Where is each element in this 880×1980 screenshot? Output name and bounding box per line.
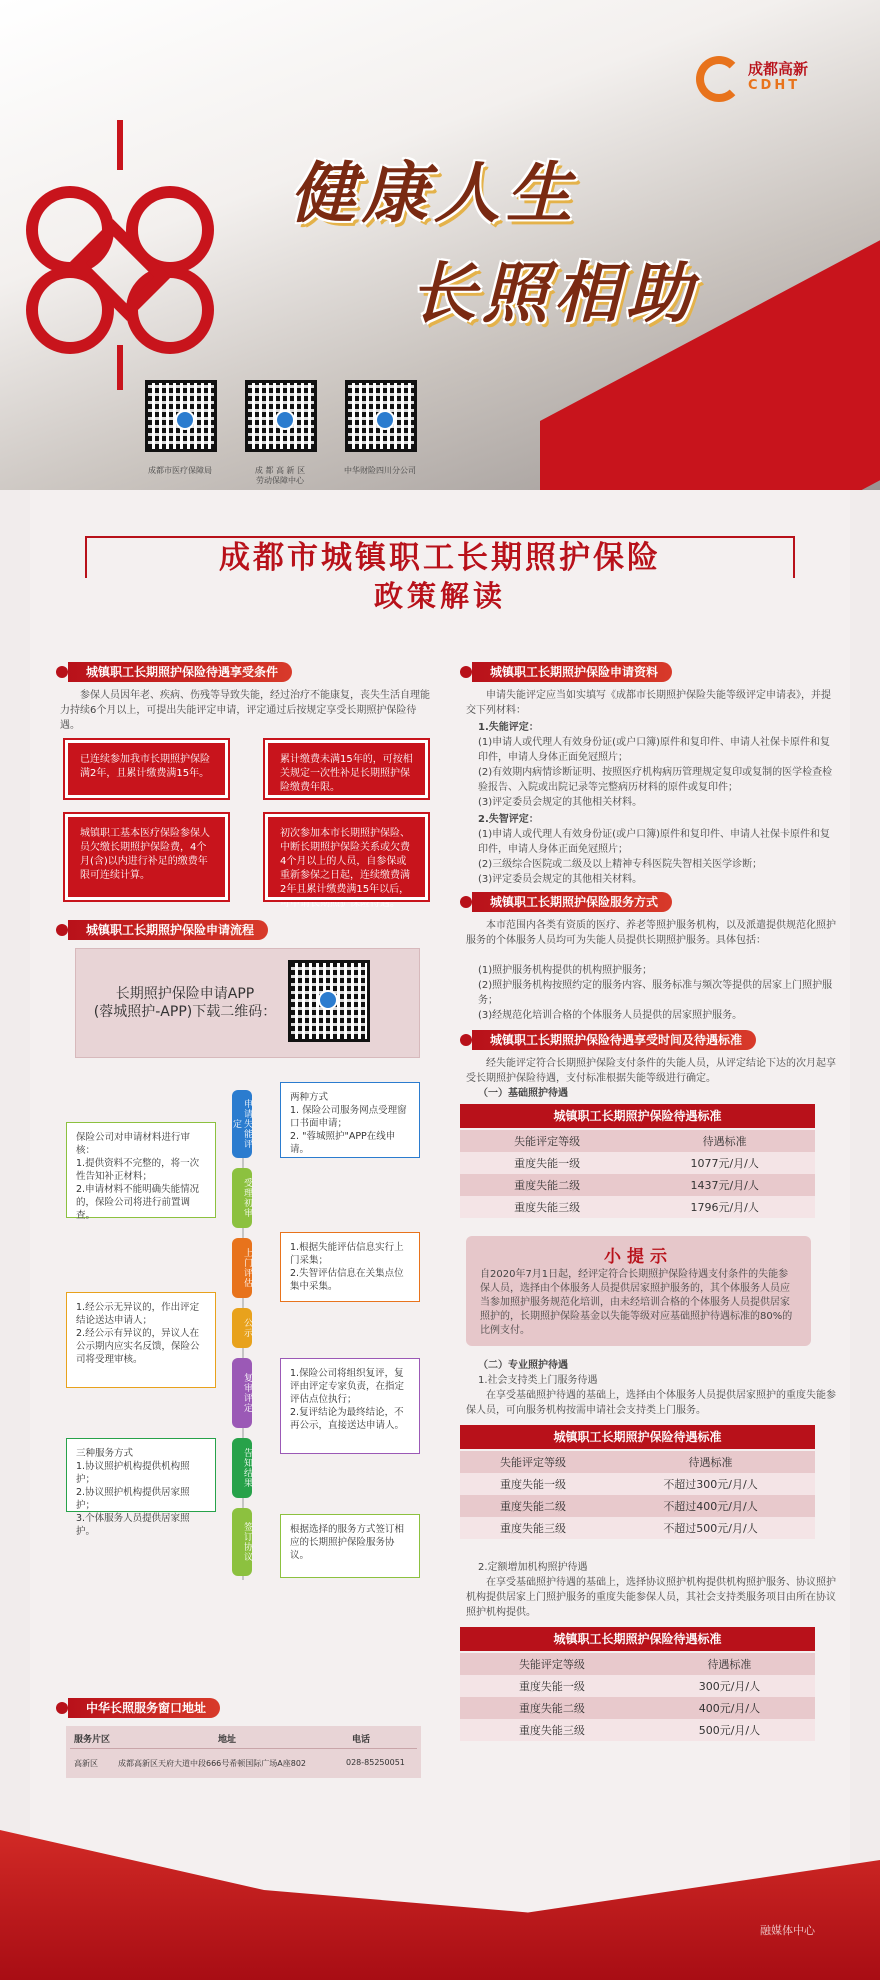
flow-step: 上门评估: [232, 1238, 252, 1298]
slogan-line1: 健康人生: [290, 154, 578, 232]
materials-sub2-title: 2.失智评定：: [478, 814, 539, 825]
table-cell: 1077元/月/人: [634, 1152, 815, 1174]
table-cell: 重度失能一级: [460, 1152, 634, 1174]
table-cell: 300元/月/人: [644, 1675, 815, 1697]
contact-col-address: 地址: [218, 1735, 237, 1745]
flow-box-agreement: 根据选择的服务方式签订相应的长期照护保险服务协议。: [280, 1514, 420, 1578]
qr-code-labor-center[interactable]: [245, 380, 317, 452]
table-header: 待遇标准: [644, 1653, 815, 1675]
page-title: 成都市城镇职工长期照护保险: [219, 540, 661, 576]
table-header: 待遇标准: [634, 1130, 815, 1152]
materials-sub1-item: (1)申请人或代理人有效身份证(或户口簿)原件和复印件、申请人社保卡原件和复印件，申请人身体正面免冠照片；: [478, 737, 830, 763]
hero-banner: [0, 0, 880, 490]
table-cell: 400元/月/人: [644, 1697, 815, 1719]
table-header: 失能评定等级: [460, 1653, 644, 1675]
contact-col-phone: 电话: [352, 1735, 371, 1745]
qr-code-medical-bureau[interactable]: [145, 380, 217, 452]
benefit-table-institution: [460, 1653, 815, 1741]
contact-area: 高新区: [74, 1759, 98, 1768]
table-header: 失能评定等级: [460, 1130, 634, 1152]
qr-code-row: [145, 380, 445, 485]
eligibility-intro: 参保人员因年老、疾病、伤残等导致失能，经过治疗不能康复，丧失生活自理能力持续6个月以上，可提出失能评定申请，评定通过后按规定享受长期照护保险待遇。: [60, 690, 430, 731]
section-heading-service-methods: 城镇职工长期照护保险服务方式: [472, 892, 672, 912]
table2-title: 城镇职工长期照护保险待遇标准: [460, 1425, 815, 1449]
benefit-table-social: [460, 1451, 815, 1539]
qr-caption: 中华财险四川分公司: [344, 466, 416, 475]
section-heading-service-window: 中华长照服务窗口地址: [68, 1698, 220, 1718]
policy-poster: [30, 490, 850, 1970]
flow-step: 受理初审: [232, 1168, 252, 1228]
table-header: 待遇标准: [606, 1451, 815, 1473]
flow-box-publicity: 1.经公示无异议的，作出评定结论送达申请人； 2.经公示有异议的，异议人在公示期内应实名反馈，保险公司将受理审核。: [66, 1292, 216, 1388]
materials-sub2-item: (2)三级综合医院或二级及以上精神专科医院失智相关医学诊断；: [478, 859, 763, 870]
page-subtitle: 政策解读: [373, 579, 506, 613]
table1-title: 城镇职工长期照护保险待遇标准: [460, 1104, 815, 1128]
flow-step: 申请失能评定: [232, 1090, 252, 1158]
table-cell: 重度失能三级: [460, 1719, 644, 1741]
table-cell: 1437元/月/人: [634, 1174, 815, 1196]
contact-address: 成都高新区天府大道中段666号希顿国际广场A座802: [118, 1759, 307, 1768]
eligibility-box: 已连续参加我市长期照护保险满2年，且累计缴费满15年。: [65, 740, 228, 798]
table-header: 失能评定等级: [460, 1451, 606, 1473]
benefits-intro: 经失能评定符合长期照护保险支付条件的失能人员，从评定结论下达的次月起享受长期照护保险待遇，支付标准根据失能等级进行确定。: [466, 1058, 836, 1084]
tips-body: 自2020年7月1日起，经评定符合长期照护保险待遇支付条件的失能参保人员，选择由个体服务人员提供居家照护服务的，其个体服务人员应当参加照护服务规范化培训，由未经培训合格的个体服务人员提供居家照护的，长期照护保险基金以失能等级对应基础照护待遇标准的80%的比例支付。: [480, 1269, 793, 1336]
section-heading-benefits: 城镇职工长期照护保险待遇享受时间及待遇标准: [472, 1030, 756, 1050]
table-cell: 重度失能三级: [460, 1196, 634, 1218]
table-cell: 不超过500元/月/人: [606, 1517, 815, 1539]
service-method-item: (2)照护服务机构按照约定的服务内容、服务标准与频次等提供的居家上门照护服务；: [478, 980, 833, 1006]
table-cell: 重度失能三级: [460, 1517, 606, 1539]
table-cell: 500元/月/人: [644, 1719, 815, 1741]
eligibility-box: 初次参加本市长期照护保险、中断长期照护保险关系或欠费4个月以上的人员，自参保或重新参保之日起，连续缴费满2年且累计缴费满15年以后，可申请长期照护保险待遇。: [265, 814, 428, 900]
eligibility-box: 城镇职工基本医疗保险参保人员欠缴长期照护保险费，4个月(含)以内进行补足的缴费年限可连续计算。: [65, 814, 228, 900]
benefit-table-basic: [460, 1130, 815, 1218]
table-cell: 重度失能二级: [460, 1495, 606, 1517]
flow-box-apply: 两种方式 1. 保险公司服务网点受理窗口书面申请； 2. "蓉城照护"APP在线申请。: [280, 1082, 420, 1158]
table-cell: 1796元/月/人: [634, 1196, 815, 1218]
flow-box-service-modes: 三种服务方式 1.协议照护机构提供机构照护； 2.协议照护机构提供居家照护； 3.个体服务人员提供居家照护。: [66, 1438, 216, 1512]
logo-abbr: CDHT: [748, 78, 801, 93]
materials-sub2-item: (3)评定委员会规定的其他相关材料。: [478, 874, 643, 885]
app-download-text: 长期照护保险申请APP (蓉城照护-APP)下载二维码：: [93, 986, 277, 1020]
contact-phone[interactable]: 028-85250051: [346, 1758, 405, 1767]
table-cell: 重度失能一级: [460, 1473, 606, 1495]
flow-box-review: 保险公司对申请材料进行审核： 1.提供资料不完整的，将一次性告知补正材料； 2.申请材料不能明确失能情况的，保险公司将进行前置调查。: [66, 1122, 216, 1218]
materials-sub1-item: (2)有效期内病情诊断证明、按照医疗机构病历管理规定复印或复制的医学检查检验报告、入院或出院记录等完整病历材料的原件或复印件；: [478, 767, 833, 793]
qr-caption: 成都市医疗保障局: [148, 466, 212, 475]
table3-title: 城镇职工长期照护保险待遇标准: [460, 1627, 815, 1651]
flow-step: 签订协议: [232, 1508, 252, 1576]
table-cell: 不超过400元/月/人: [606, 1495, 815, 1517]
service-method-item: (3)经规范化培训合格的个体服务人员提供的居家照护服务。: [478, 1010, 743, 1021]
service-methods-text: 本市范围内各类有资质的医疗、养老等照护服务机构，以及派遣提供规范化照护服务的个体服务人员均可为失能人员提供长期照护服务。具体包括：: [466, 920, 836, 946]
benefits-part3-sub: 2.定额增加机构照护待遇: [478, 1562, 588, 1573]
materials-intro: 申请失能评定应当如实填写《成都市长期照护保险失能等级评定申请表》，并提交下列材料：: [466, 690, 831, 716]
flow-step: 复审评定: [232, 1358, 252, 1428]
service-method-item: (1)照护服务机构提供的机构照护服务；: [478, 965, 653, 976]
materials-sub2-item: (1)申请人或代理人有效身份证(或户口簿)原件和复印件、申请人社保卡原件和复印件，申请人身体正面免冠照片；: [478, 829, 830, 855]
section-heading-process: 城镇职工长期照护保险申请流程: [68, 920, 268, 940]
contact-col-area: 服务片区: [74, 1735, 111, 1745]
materials-sub1-title: 1.失能评定：: [478, 722, 539, 733]
benefits-part2-text: 在享受基础照护待遇的基础上，选择由个体服务人员提供居家照护的重度失能参保人员，可向服务机构按需申请社会支持类上门服务。: [466, 1390, 836, 1416]
benefits-part1: （一）基础照护待遇: [478, 1088, 568, 1099]
tips-title: 小提示: [604, 1247, 673, 1267]
tips-box: [466, 1236, 811, 1346]
table-cell: 重度失能二级: [460, 1174, 634, 1196]
chinese-knot-icon: [0, 120, 240, 390]
flow-box-assess: 1.根据失能评估信息实行上门采集； 2.失智评估信息在关集点位集中采集。: [280, 1232, 420, 1302]
benefits-part3-text: 在享受基础照护待遇的基础上，选择协议照护机构提供机构照护服务、协议照护机构提供居家上门照护服务的重度失能参保人员，其社会支持类服务项目由所在协议照护机构提供。: [466, 1577, 836, 1618]
table-cell: 重度失能二级: [460, 1697, 644, 1719]
section-heading-materials: 城镇职工长期照护保险申请资料: [472, 662, 672, 682]
logo-mark-icon: [696, 56, 742, 102]
qr-code-insurer[interactable]: [345, 380, 417, 452]
benefits-part2-sub: 1.社会支持类上门服务待遇: [478, 1375, 598, 1386]
watermark-text: 融媒体中心: [760, 1924, 815, 1937]
slogan-line2: 长照相助: [410, 254, 698, 332]
flow-step: 告知结果: [232, 1438, 252, 1498]
benefits-part2: （二）专业照护待遇: [478, 1360, 568, 1371]
logo-name: 成都高新: [748, 60, 809, 78]
flow-step: 公示: [232, 1308, 252, 1348]
cdht-logo: [696, 52, 866, 112]
contact-divider: [70, 1748, 417, 1749]
qr-caption: 成 都 高 新 区 劳动保障中心: [254, 466, 306, 485]
table-cell: 不超过300元/月/人: [606, 1473, 815, 1495]
section-heading-eligibility: 城镇职工长期照护保险待遇享受条件: [68, 662, 292, 682]
flow-box-recheck: 1.保险公司将组织复评，复评由评定专家负责，在指定评估点位执行； 2.复评结论为最终结论，不再公示，直接送达申请人。: [280, 1358, 420, 1454]
materials-sub1-item: (3)评定委员会规定的其他相关材料。: [478, 797, 643, 808]
app-qr-code[interactable]: [288, 960, 370, 1042]
table-cell: 重度失能一级: [460, 1675, 644, 1697]
eligibility-box: 累计缴费未满15年的，可按相关规定一次性补足长期照护保险缴费年限。: [265, 740, 428, 798]
